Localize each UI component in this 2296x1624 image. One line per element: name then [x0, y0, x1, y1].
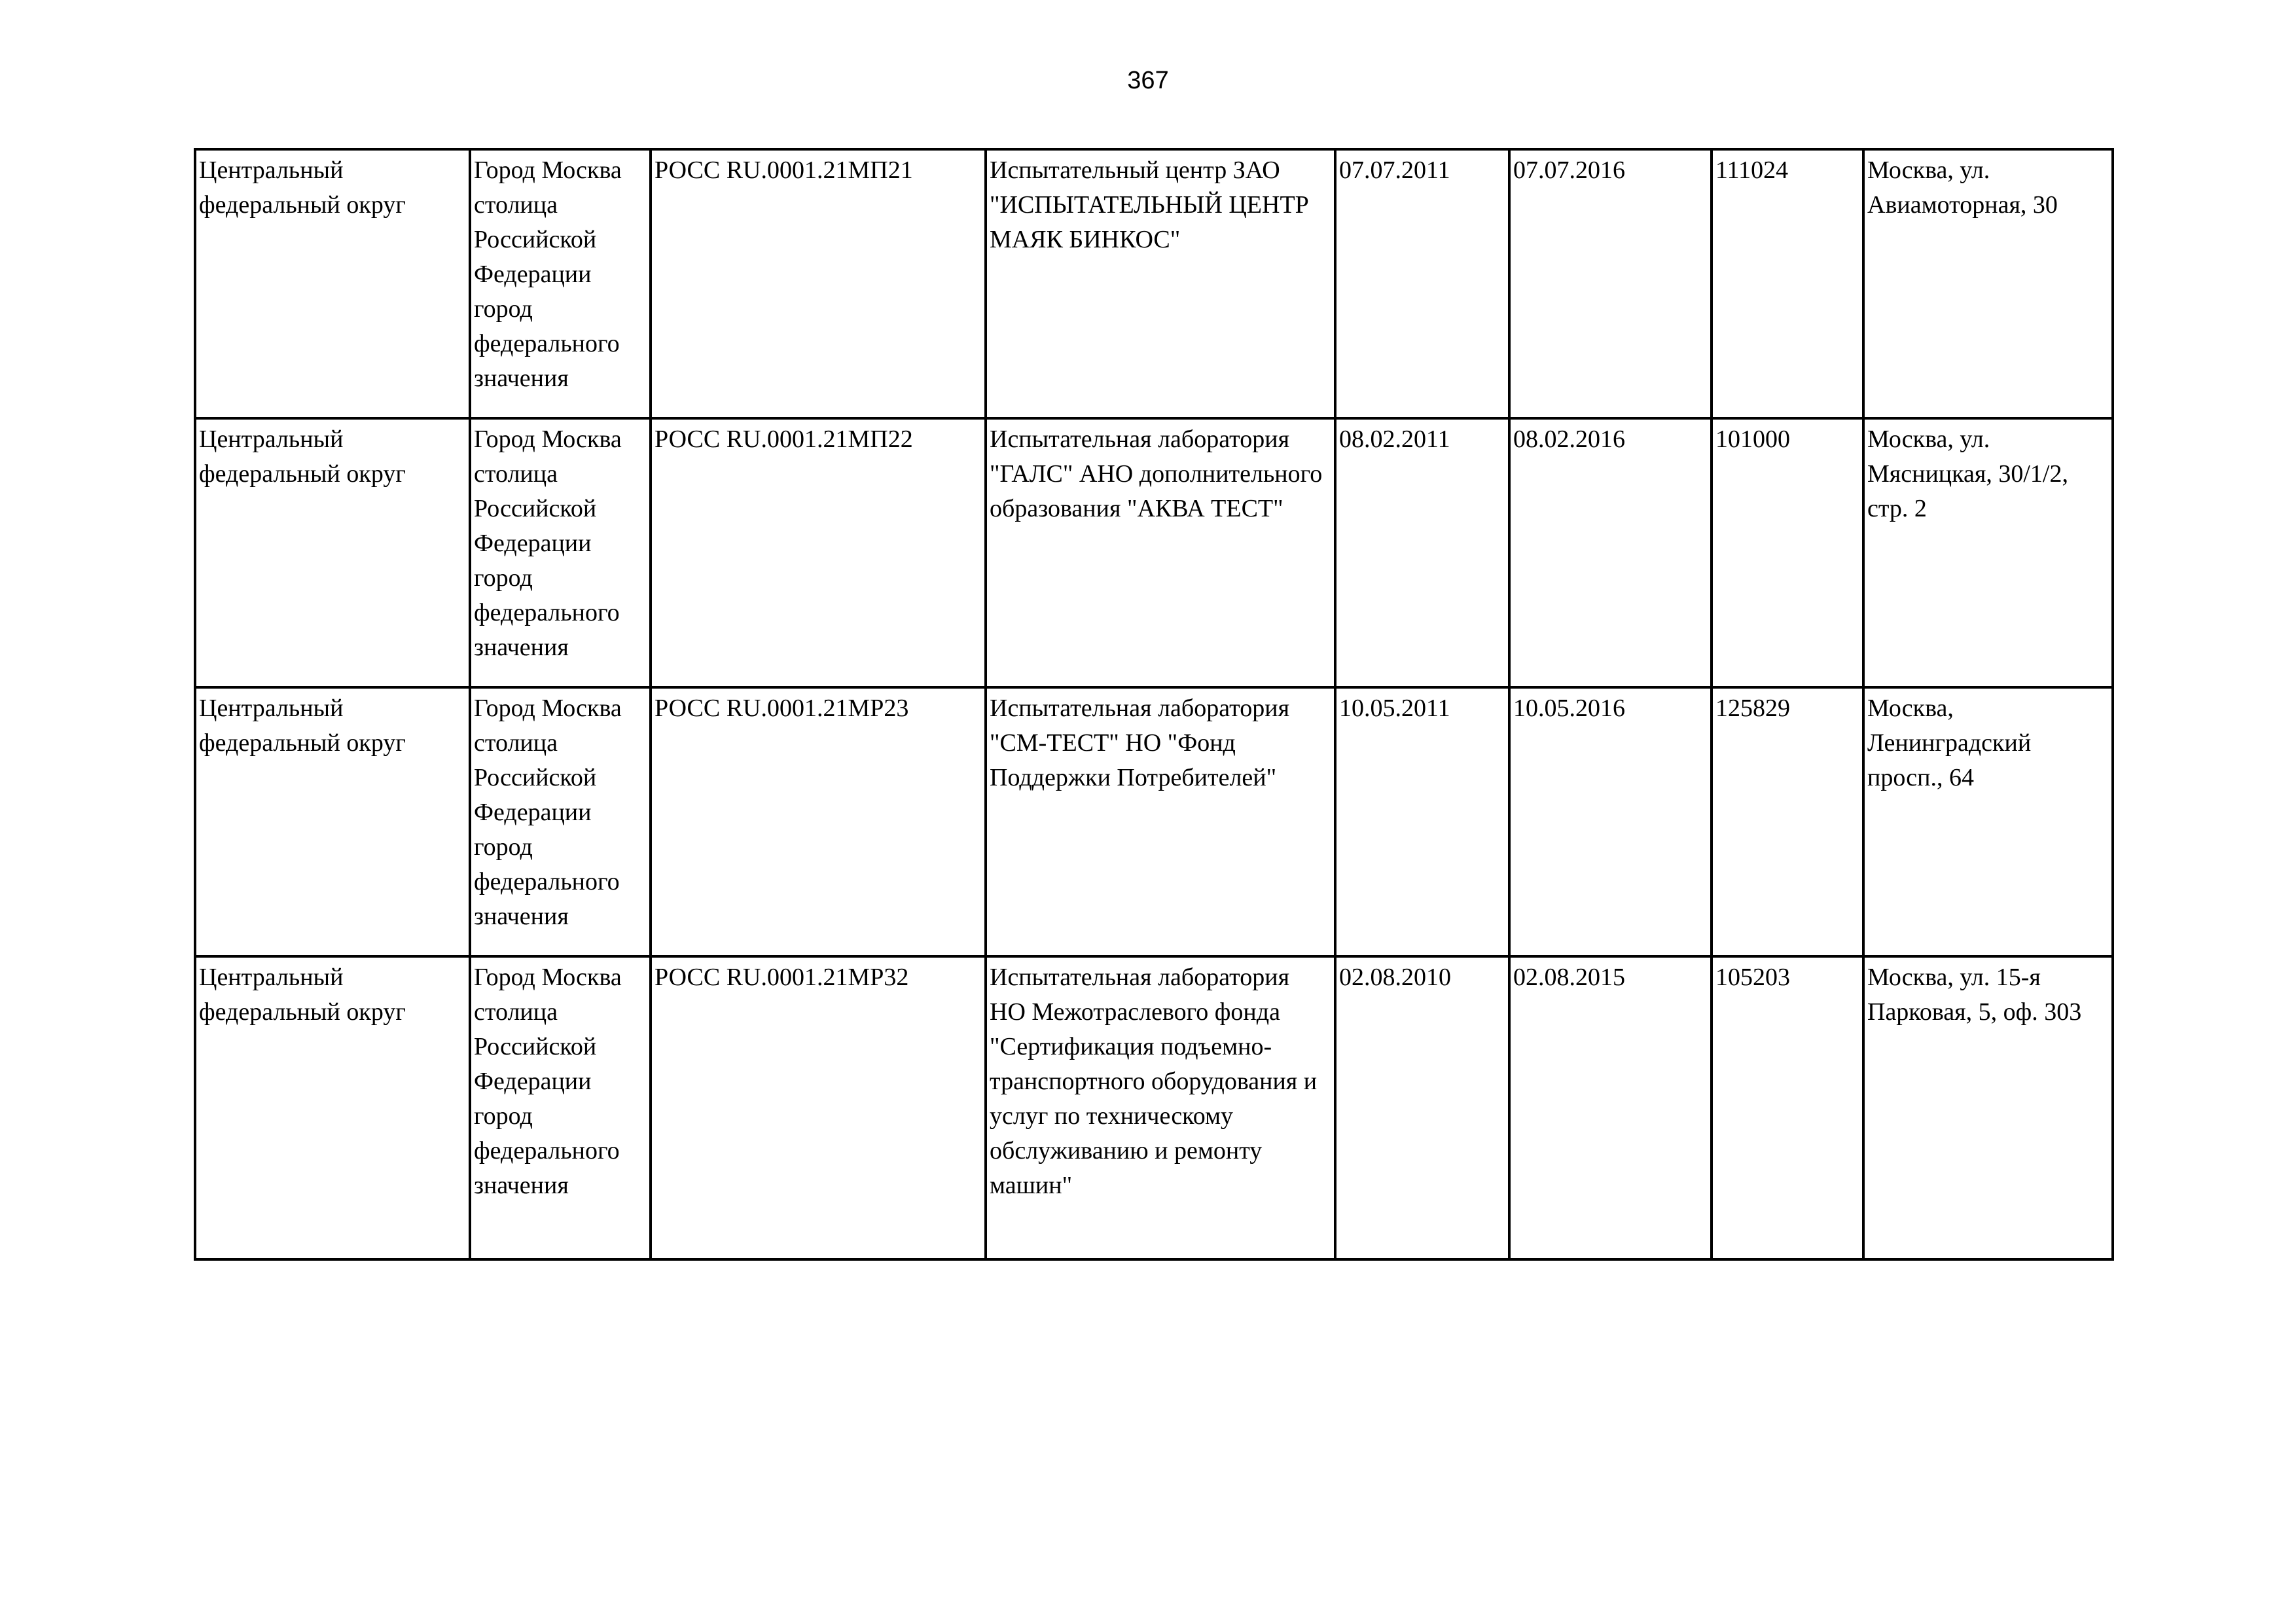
- region-text: Город Москва столица Российской Федерации город федерального значения: [474, 425, 622, 661]
- address-text: Москва, ул. Мясницкая, 30/1/2, стр. 2: [1867, 425, 2068, 522]
- address-cell: [1863, 149, 2113, 418]
- district-cell: [195, 687, 470, 956]
- postcode-cell: [1712, 149, 1863, 418]
- date-from-text: 07.07.2011: [1339, 156, 1450, 184]
- organization-text: Испытательная лаборатория "СМ-ТЕСТ" НО "Фонд Поддержки Потребителей": [990, 695, 1290, 791]
- organization-cell: [986, 956, 1335, 1259]
- date-from-cell: [1335, 418, 1509, 687]
- organization-text: Испытательная лаборатория "ГАЛС" АНО дополнительного образования "АКВА ТЕСТ": [990, 425, 1323, 522]
- date-from-cell: [1335, 149, 1509, 418]
- postcode-text: 101000: [1715, 425, 1790, 453]
- date-from-text: 08.02.2011: [1339, 425, 1450, 453]
- region-text: Город Москва столица Российской Федерации город федерального значения: [474, 695, 622, 930]
- registry-table: [194, 148, 2114, 1261]
- reg-number-text: РОСС RU.0001.21МП22: [655, 425, 913, 453]
- date-to-cell: [1509, 418, 1712, 687]
- district-cell: [195, 418, 470, 687]
- postcode-text: 105203: [1715, 964, 1790, 991]
- address-text: Москва, Ленинградский просп., 64: [1867, 695, 2032, 791]
- postcode-cell: [1712, 418, 1863, 687]
- postcode-text: 111024: [1715, 156, 1789, 184]
- reg-number-cell: [651, 418, 986, 687]
- date-to-text: 07.07.2016: [1513, 156, 1625, 184]
- postcode-text: 125829: [1715, 695, 1790, 722]
- organization-cell: [986, 687, 1335, 956]
- address-text: Москва, ул. 15-я Парковая, 5, оф. 303: [1867, 964, 2082, 1026]
- date-from-cell: [1335, 956, 1509, 1259]
- table-row: [195, 149, 2113, 418]
- address-cell: [1863, 956, 2113, 1259]
- region-cell: [470, 687, 651, 956]
- date-to-cell: [1509, 687, 1712, 956]
- region-cell: [470, 149, 651, 418]
- region-cell: [470, 418, 651, 687]
- table-row: [195, 687, 2113, 956]
- reg-number-text: РОСС RU.0001.21МП21: [655, 156, 913, 184]
- date-to-text: 02.08.2015: [1513, 964, 1625, 991]
- district-cell: [195, 956, 470, 1259]
- district-cell: [195, 149, 470, 418]
- organization-text: Испытательный центр ЗАО "ИСПЫТАТЕЛЬНЫЙ ЦЕНТР МАЯК БИНКОС": [990, 156, 1309, 253]
- table-row: [195, 956, 2113, 1259]
- district-text: Центральный федеральный округ: [199, 695, 406, 757]
- reg-number-cell: [651, 149, 986, 418]
- date-from-text: 10.05.2011: [1339, 695, 1450, 722]
- table-row: [195, 418, 2113, 687]
- address-text: Москва, ул. Авиамоторная, 30: [1867, 156, 2058, 219]
- page-number: 367: [1127, 67, 1169, 94]
- organization-cell: [986, 149, 1335, 418]
- reg-number-text: РОСС RU.0001.21МР32: [655, 964, 909, 991]
- reg-number-cell: [651, 687, 986, 956]
- organization-cell: [986, 418, 1335, 687]
- date-from-text: 02.08.2010: [1339, 964, 1451, 991]
- district-text: Центральный федеральный округ: [199, 964, 406, 1026]
- address-cell: [1863, 687, 2113, 956]
- date-to-text: 08.02.2016: [1513, 425, 1625, 453]
- district-text: Центральный федеральный округ: [199, 156, 406, 219]
- organization-text: Испытательная лаборатория НО Межотраслевого фонда "Сертификация подъемно-транспортного оборудования и услуг по техническому обслуживанию и ремонту машин": [990, 964, 1318, 1199]
- district-text: Центральный федеральный округ: [199, 425, 406, 488]
- date-from-cell: [1335, 687, 1509, 956]
- region-text: Город Москва столица Российской Федерации город федерального значения: [474, 964, 622, 1199]
- postcode-cell: [1712, 687, 1863, 956]
- postcode-cell: [1712, 956, 1863, 1259]
- date-to-text: 10.05.2016: [1513, 695, 1625, 722]
- region-cell: [470, 956, 651, 1259]
- reg-number-text: РОСС RU.0001.21МР23: [655, 695, 909, 722]
- region-text: Город Москва столица Российской Федерации город федерального значения: [474, 156, 622, 392]
- date-to-cell: [1509, 149, 1712, 418]
- reg-number-cell: [651, 956, 986, 1259]
- address-cell: [1863, 418, 2113, 687]
- date-to-cell: [1509, 956, 1712, 1259]
